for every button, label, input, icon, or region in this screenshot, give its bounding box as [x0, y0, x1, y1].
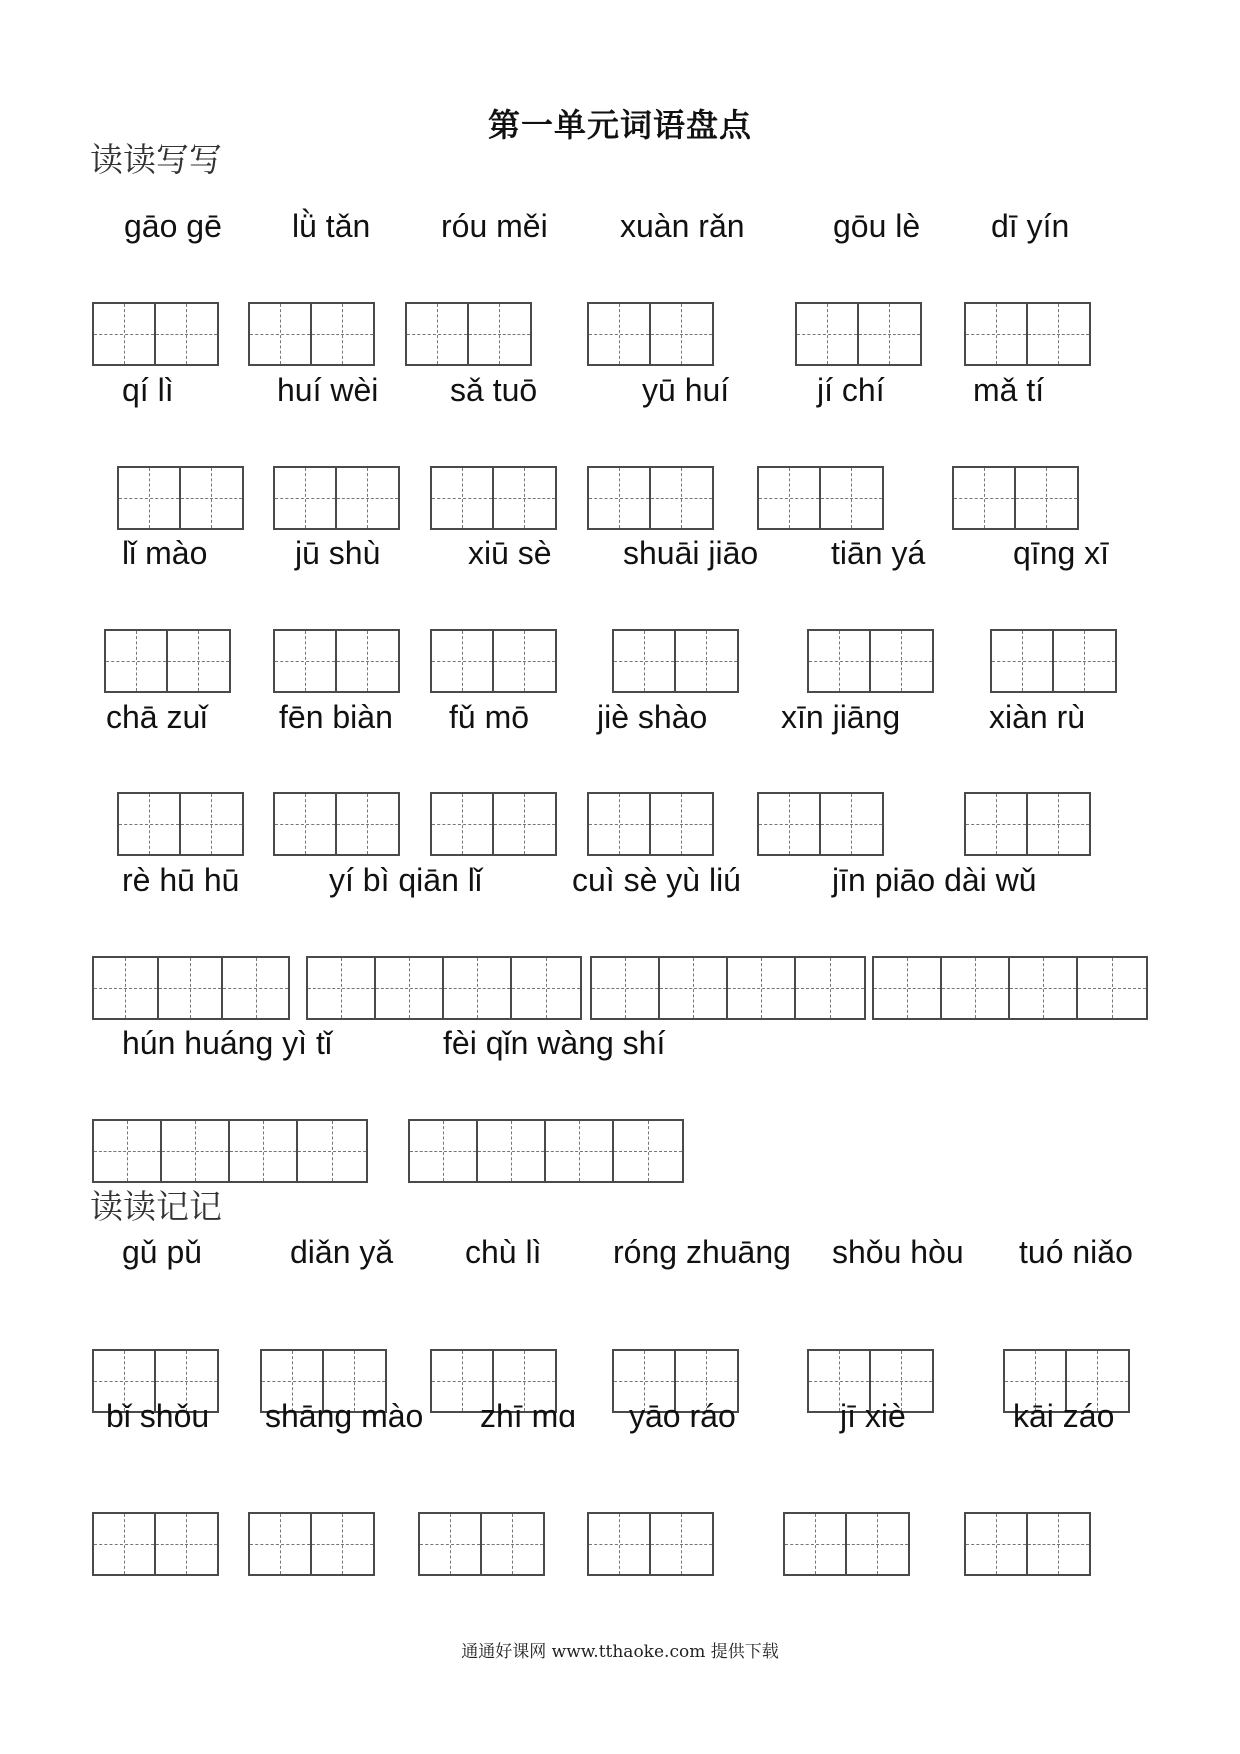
writing-cell[interactable]: [250, 1514, 312, 1574]
pinyin-label: tuó niǎo: [1019, 1234, 1133, 1270]
writing-cell[interactable]: [660, 958, 728, 1018]
section-heading: 读读写写: [90, 140, 222, 179]
writing-grid[interactable]: [273, 629, 400, 693]
pinyin-label: xīn jiāng: [781, 699, 901, 735]
footer-credit: 通通好课网 www.tthaoke.com 提供下载: [461, 1642, 779, 1662]
pinyin-label: gāo gē: [124, 208, 222, 244]
writing-cell[interactable]: [156, 1514, 218, 1574]
pinyin-label: shǒu hòu: [832, 1234, 964, 1270]
writing-grid[interactable]: [248, 302, 375, 366]
writing-grid[interactable]: [590, 956, 866, 1020]
pinyin-label: jīn piāo dài wǔ: [832, 862, 1037, 898]
writing-grid[interactable]: [418, 1512, 545, 1576]
writing-cell[interactable]: [223, 958, 288, 1018]
section-heading: 读读记记: [90, 1187, 222, 1226]
writing-cell[interactable]: [181, 794, 243, 854]
writing-grid[interactable]: [117, 466, 244, 530]
writing-grid[interactable]: [964, 1512, 1091, 1576]
writing-cell[interactable]: [728, 958, 796, 1018]
writing-grid[interactable]: [587, 792, 714, 856]
writing-cell[interactable]: [494, 468, 556, 528]
writing-grid[interactable]: [306, 956, 582, 1020]
writing-cell[interactable]: [809, 631, 871, 691]
writing-cell[interactable]: [759, 468, 821, 528]
writing-cell[interactable]: [759, 794, 821, 854]
writing-grid[interactable]: [92, 302, 219, 366]
writing-cell[interactable]: [410, 1121, 478, 1181]
writing-grid[interactable]: [117, 792, 244, 856]
writing-cell[interactable]: [1078, 958, 1146, 1018]
pinyin-label: chù lì: [465, 1234, 542, 1270]
pinyin-label: zhī mɑ: [480, 1398, 577, 1434]
writing-cell[interactable]: [275, 631, 337, 691]
writing-cell[interactable]: [337, 468, 399, 528]
writing-cell[interactable]: [432, 468, 494, 528]
writing-cell[interactable]: [119, 794, 181, 854]
pinyin-label: lǐ mào: [122, 535, 208, 571]
pinyin-label: huí wèi: [277, 372, 379, 408]
pinyin-label: hún huáng yì tǐ: [122, 1025, 332, 1061]
pinyin-label: róng zhuāng: [613, 1234, 791, 1270]
writing-cell[interactable]: [156, 304, 218, 364]
writing-cell[interactable]: [546, 1121, 614, 1181]
writing-cell[interactable]: [308, 958, 376, 1018]
writing-cell[interactable]: [942, 958, 1010, 1018]
pinyin-label: bǐ shǒu: [106, 1398, 210, 1434]
writing-grid[interactable]: [273, 792, 400, 856]
pinyin-label: mǎ tí: [973, 372, 1045, 408]
writing-cell[interactable]: [159, 958, 224, 1018]
pinyin-label: yū huí: [642, 372, 730, 408]
writing-cell[interactable]: [94, 958, 159, 1018]
pinyin-label: tiān yá: [831, 535, 926, 571]
pinyin-label: sǎ tuō: [450, 372, 538, 408]
writing-cell[interactable]: [821, 794, 883, 854]
writing-cell[interactable]: [589, 468, 651, 528]
pinyin-label: xiū sè: [468, 535, 552, 571]
writing-grid[interactable]: [430, 466, 557, 530]
writing-cell[interactable]: [512, 958, 580, 1018]
pinyin-label: qí lì: [122, 372, 174, 408]
writing-cell[interactable]: [1054, 631, 1116, 691]
pinyin-label: chā zuǐ: [106, 699, 208, 735]
writing-grid[interactable]: [952, 466, 1079, 530]
writing-cell[interactable]: [444, 958, 512, 1018]
writing-cell[interactable]: [785, 1514, 847, 1574]
writing-grid[interactable]: [430, 792, 557, 856]
writing-cell[interactable]: [275, 794, 337, 854]
writing-cell[interactable]: [821, 468, 883, 528]
writing-cell[interactable]: [859, 304, 921, 364]
writing-cell[interactable]: [478, 1121, 546, 1181]
writing-grid[interactable]: [795, 302, 922, 366]
pinyin-label: lǜ tǎn: [292, 208, 371, 244]
writing-cell[interactable]: [614, 1121, 682, 1181]
writing-cell[interactable]: [181, 468, 243, 528]
writing-cell[interactable]: [847, 1514, 909, 1574]
writing-grid[interactable]: [92, 1119, 368, 1183]
writing-cell[interactable]: [651, 1514, 713, 1574]
writing-grid[interactable]: [990, 629, 1117, 693]
writing-grid[interactable]: [783, 1512, 910, 1576]
writing-grid[interactable]: [405, 302, 532, 366]
writing-cell[interactable]: [432, 631, 494, 691]
pinyin-label: kāi záo: [1013, 1398, 1115, 1434]
writing-cell[interactable]: [1010, 958, 1078, 1018]
writing-cell[interactable]: [796, 958, 864, 1018]
writing-grid[interactable]: [807, 629, 934, 693]
pinyin-label: fèi qǐn wàng shí: [443, 1025, 666, 1061]
writing-grid[interactable]: [408, 1119, 684, 1183]
writing-cell[interactable]: [230, 1121, 298, 1181]
pinyin-label: róu měi: [441, 208, 548, 244]
pinyin-label: jiè shào: [597, 699, 708, 735]
pinyin-label: cuì sè yù liú: [572, 862, 741, 898]
writing-cell[interactable]: [874, 958, 942, 1018]
writing-cell[interactable]: [432, 794, 494, 854]
pinyin-label: jī xiè: [840, 1398, 906, 1434]
writing-cell[interactable]: [1028, 304, 1090, 364]
writing-cell[interactable]: [589, 304, 651, 364]
writing-cell[interactable]: [407, 304, 469, 364]
writing-cell[interactable]: [298, 1121, 366, 1181]
pinyin-label: jū shù: [295, 535, 381, 571]
writing-cell[interactable]: [94, 304, 156, 364]
writing-cell[interactable]: [275, 468, 337, 528]
pinyin-label: dī yín: [991, 208, 1070, 244]
page-title: 第一单元词语盘点: [487, 106, 752, 144]
pinyin-label: shāng mào: [265, 1398, 424, 1434]
writing-cell[interactable]: [589, 794, 651, 854]
writing-grid[interactable]: [587, 466, 714, 530]
pinyin-label: jí chí: [817, 372, 885, 408]
writing-cell[interactable]: [614, 631, 676, 691]
pinyin-label: yí bì qiān lǐ: [329, 862, 482, 898]
writing-cell[interactable]: [337, 794, 399, 854]
pinyin-label: qīng xī: [1013, 535, 1110, 571]
writing-cell[interactable]: [966, 794, 1028, 854]
writing-grid[interactable]: [587, 302, 714, 366]
writing-grid[interactable]: [964, 792, 1091, 856]
writing-cell[interactable]: [94, 1121, 162, 1181]
writing-cell[interactable]: [1028, 794, 1090, 854]
writing-cell[interactable]: [106, 631, 168, 691]
writing-grid[interactable]: [964, 302, 1091, 366]
pinyin-label: gōu lè: [833, 208, 921, 244]
writing-cell[interactable]: [1028, 1514, 1090, 1574]
writing-cell[interactable]: [94, 1514, 156, 1574]
writing-cell[interactable]: [992, 631, 1054, 691]
writing-cell[interactable]: [592, 958, 660, 1018]
pinyin-label: shuāi jiāo: [623, 535, 759, 571]
writing-cell[interactable]: [651, 304, 713, 364]
writing-grid[interactable]: [612, 629, 739, 693]
writing-grid[interactable]: [92, 956, 290, 1020]
writing-cell[interactable]: [966, 304, 1028, 364]
writing-cell[interactable]: [871, 631, 933, 691]
pinyin-label: diǎn yǎ: [290, 1234, 394, 1270]
writing-cell[interactable]: [162, 1121, 230, 1181]
writing-grid[interactable]: [872, 956, 1148, 1020]
pinyin-label: xiàn rù: [989, 699, 1086, 735]
writing-grid[interactable]: [587, 1512, 714, 1576]
writing-grid[interactable]: [104, 629, 231, 693]
writing-cell[interactable]: [469, 304, 531, 364]
writing-cell[interactable]: [966, 1514, 1028, 1574]
writing-cell[interactable]: [651, 468, 713, 528]
writing-cell[interactable]: [651, 794, 713, 854]
writing-grid[interactable]: [92, 1512, 219, 1576]
writing-cell[interactable]: [494, 631, 556, 691]
writing-grid[interactable]: [273, 466, 400, 530]
pinyin-label: fǔ mō: [449, 699, 530, 735]
writing-grid[interactable]: [757, 466, 884, 530]
writing-cell[interactable]: [250, 304, 312, 364]
writing-cell[interactable]: [420, 1514, 482, 1574]
writing-cell[interactable]: [482, 1514, 544, 1574]
pinyin-label: fēn biàn: [279, 699, 393, 735]
writing-grid[interactable]: [248, 1512, 375, 1576]
writing-cell[interactable]: [312, 1514, 374, 1574]
pinyin-label: gǔ pǔ: [122, 1234, 203, 1270]
pinyin-label: yāo ráo: [629, 1398, 736, 1434]
writing-grid[interactable]: [430, 629, 557, 693]
writing-cell[interactable]: [376, 958, 444, 1018]
writing-cell[interactable]: [119, 468, 181, 528]
writing-cell[interactable]: [1016, 468, 1078, 528]
writing-cell[interactable]: [312, 304, 374, 364]
writing-cell[interactable]: [676, 631, 738, 691]
writing-cell[interactable]: [797, 304, 859, 364]
writing-cell[interactable]: [168, 631, 230, 691]
writing-cell[interactable]: [954, 468, 1016, 528]
writing-cell[interactable]: [589, 1514, 651, 1574]
pinyin-label: rè hū hū: [122, 862, 240, 898]
writing-grid[interactable]: [757, 792, 884, 856]
pinyin-label: xuàn rǎn: [620, 208, 745, 244]
writing-cell[interactable]: [494, 794, 556, 854]
writing-cell[interactable]: [337, 631, 399, 691]
